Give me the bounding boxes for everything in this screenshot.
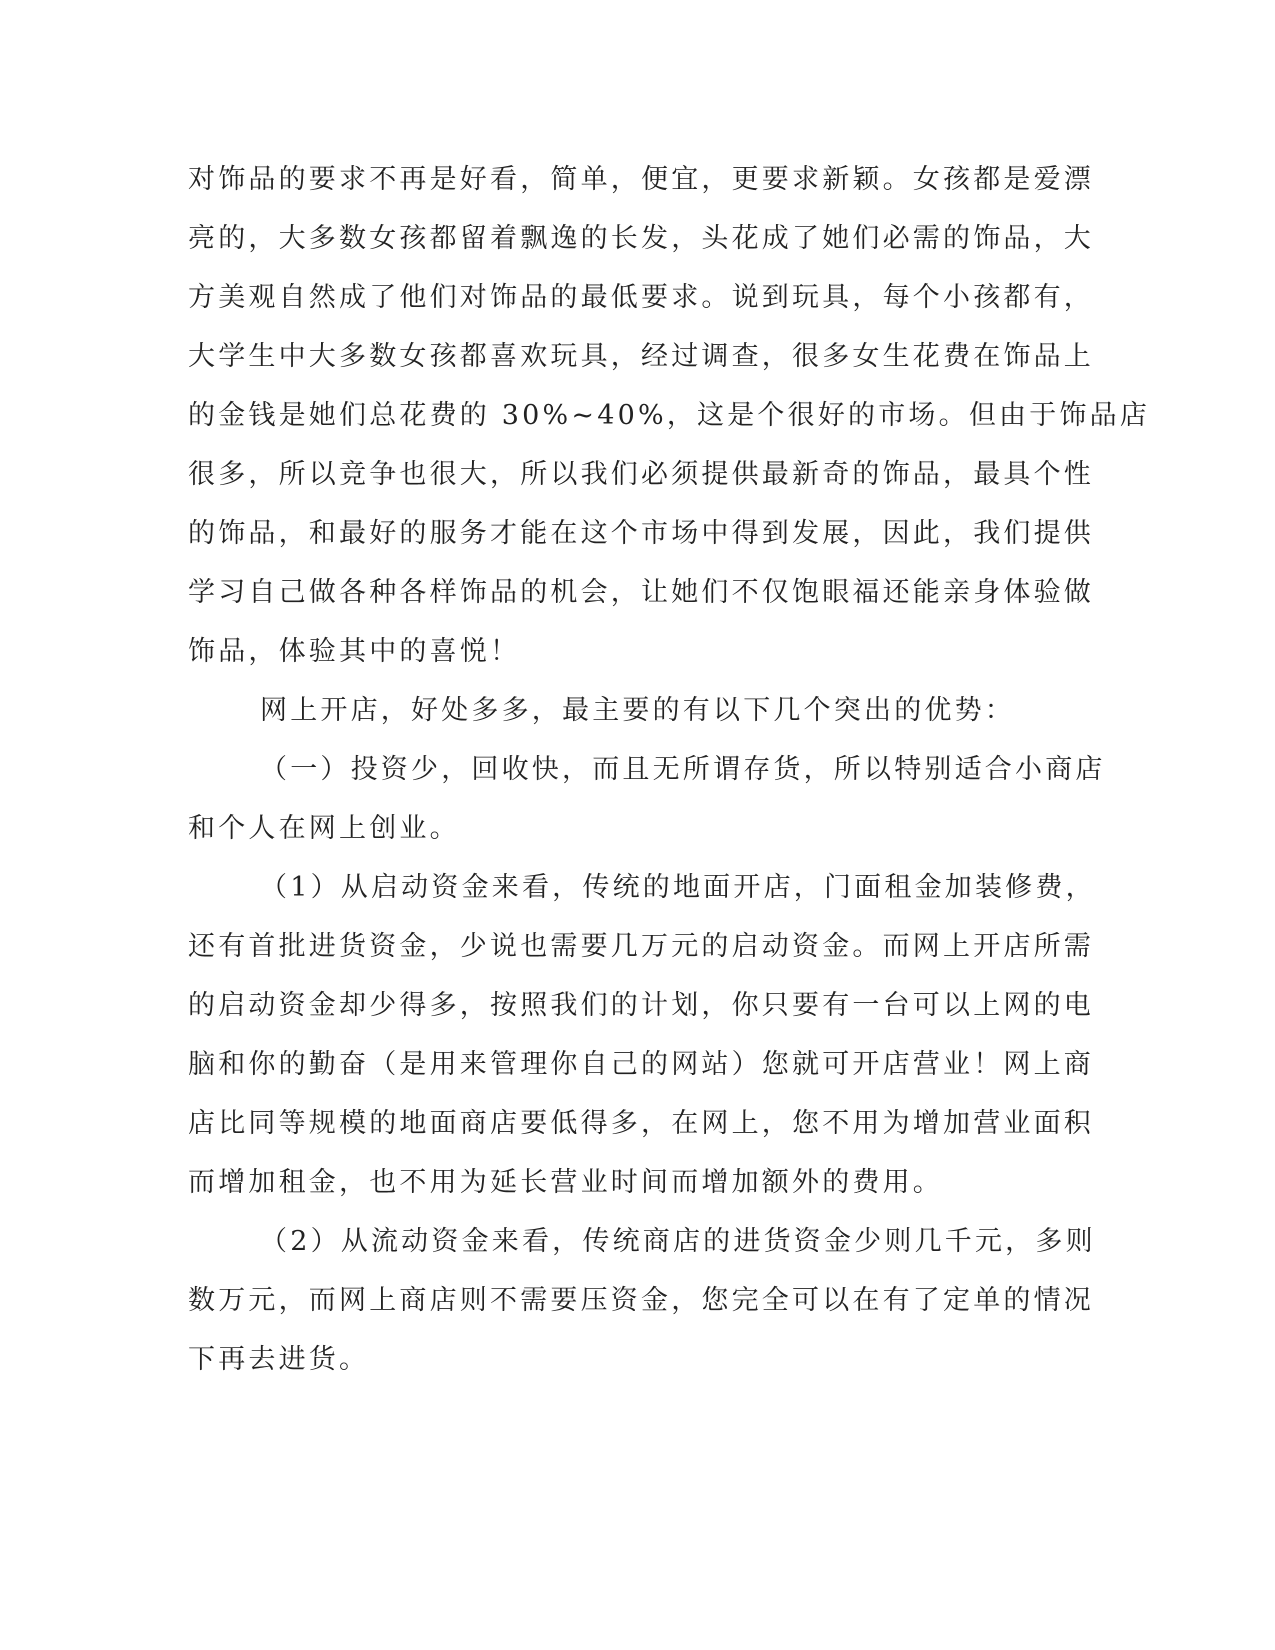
paragraph-first-line: （一）投资少，回收快，而且无所谓存货，所以特别适合小商店: [260, 754, 1106, 785]
body-text-line: 脑和你的勤奋（是用来管理你自己的网站）您就可开店营业！网上商: [188, 1049, 1094, 1080]
body-text-line: 还有首批进货资金，少说也需要几万元的启动资金。而网上开店所需: [188, 931, 1094, 962]
paragraph-first-line: （1）从启动资金来看，传统的地面开店，门面租金加装修费，: [260, 872, 1096, 903]
body-text-line: 店比同等规模的地面商店要低得多，在网上，您不用为增加营业面积: [188, 1108, 1094, 1139]
body-text-line: 的饰品，和最好的服务才能在这个市场中得到发展，因此，我们提供: [188, 518, 1094, 549]
body-text-line: 下再去进货。: [188, 1344, 370, 1375]
body-text-line: 对饰品的要求不再是好看，简单，便宜，更要求新颖。女孩都是爱漂: [188, 164, 1094, 195]
body-text-line: 而增加租金，也不用为延长营业时间而增加额外的费用。: [188, 1167, 943, 1198]
body-text-line: 的金钱是她们总花费的 30%~40%，这是个很好的市场。但由于饰品店: [188, 400, 1151, 431]
body-text-line: 和个人在网上创业。: [188, 813, 460, 844]
body-text-line: 很多，所以竞争也很大，所以我们必须提供最新奇的饰品，最具个性: [188, 459, 1094, 490]
body-text-line: 数万元，而网上商店则不需要压资金，您完全可以在有了定单的情况: [188, 1285, 1094, 1316]
paragraph-first-line: （2）从流动资金来看，传统商店的进货资金少则几千元，多则: [260, 1226, 1096, 1257]
body-text-line: 学习自己做各种各样饰品的机会，让她们不仅饱眼福还能亲身体验做: [188, 577, 1094, 608]
paragraph-first-line: 网上开店，好处多多，最主要的有以下几个突出的优势：: [260, 695, 1015, 726]
body-text-line: 大学生中大多数女孩都喜欢玩具，经过调查，很多女生花费在饰品上: [188, 341, 1094, 372]
body-text-line: 方美观自然成了他们对饰品的最低要求。说到玩具，每个小孩都有，: [188, 282, 1094, 313]
body-text-line: 饰品，体验其中的喜悦！: [188, 636, 521, 667]
body-text-line: 的启动资金却少得多，按照我们的计划，你只要有一台可以上网的电: [188, 990, 1094, 1021]
body-text-line: 亮的，大多数女孩都留着飘逸的长发，头花成了她们必需的饰品，大: [188, 223, 1094, 254]
